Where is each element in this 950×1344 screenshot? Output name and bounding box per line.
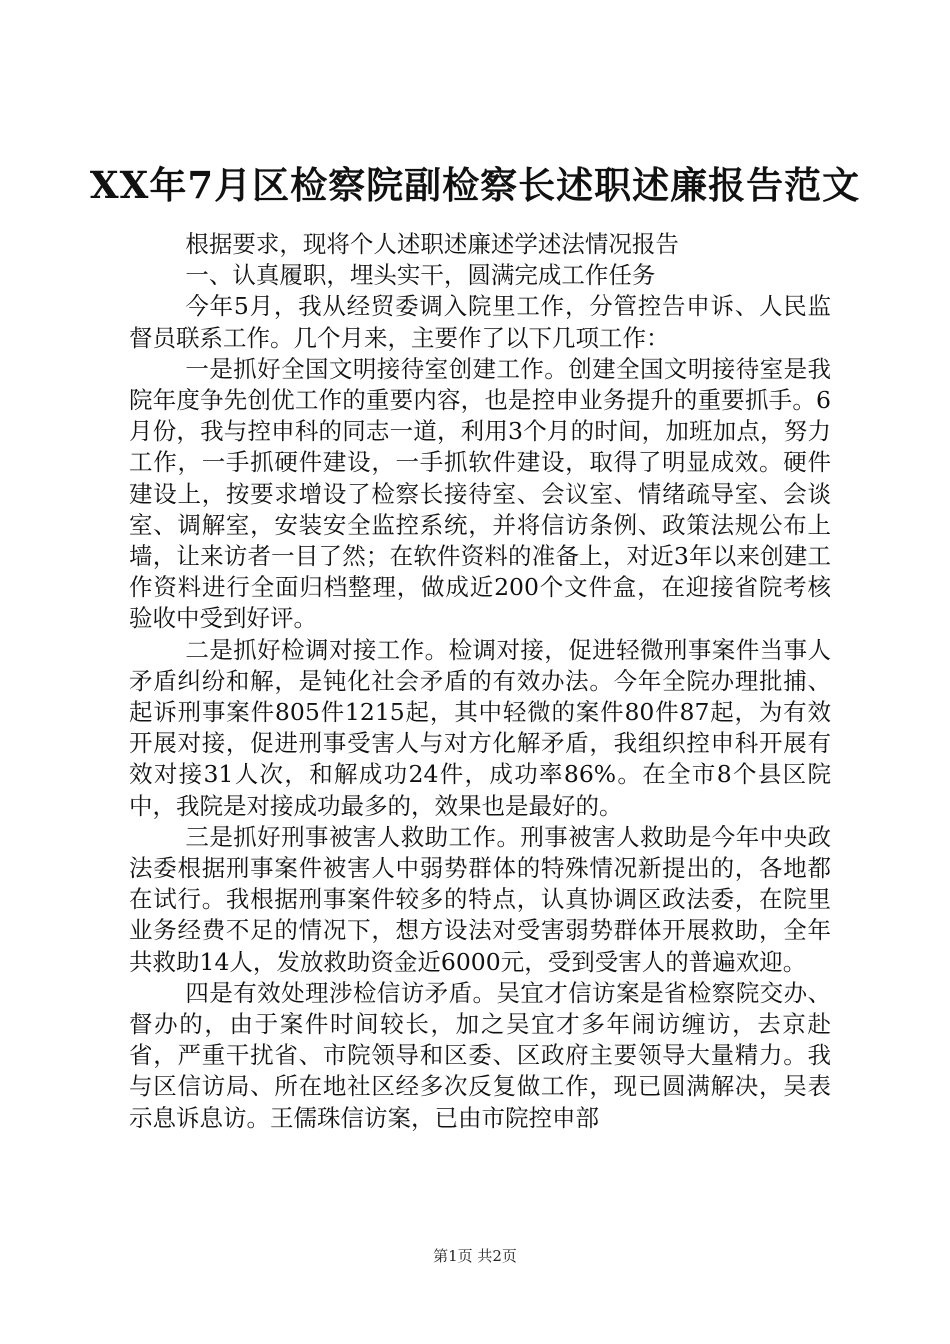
page-footer: 第1页 共2页 (433, 1247, 517, 1265)
document-body (129, 229, 831, 1134)
paragraph: 二是抓好检调对接工作。检调对接，促进轻微刑事案件当事人矛盾纠纷和解，是钝化社会矛盾的有效办法。今年全院办理批捕、起诉刑事案件805件1215起，其中轻微的案件80件87起，为有效开展对接，促进刑事受害人与对方化解矛盾，我组织控申科开展有效对接31人次，和解成功24件，成功率86%。在全市8个县区院中，我院是对接成功最多的，效果也是最好的。 (129, 635, 831, 820)
paragraph: 三是抓好刑事被害人救助工作。刑事被害人救助是今年中央政法委根据刑事案件被害人中弱势群体的特殊情况新提出的，各地都在试行。我根据刑事案件较多的特点，认真协调区政法委，在院里业务经费不足的情况下，想方设法对受害弱势群体开展救助，全年共救助14人，发放救助资金近6000元，受到受害人的普遍欢迎。 (129, 822, 831, 976)
paragraph: 一是抓好全国文明接待室创建工作。创建全国文明接待室是我院年度争先创优工作的重要内容，也是控申业务提升的重要抓手。6月份，我与控申科的同志一道，利用3个月的时间，加班加点，努力工作，一手抓硬件建设，一手抓软件建设，取得了明显成效。硬件建设上，按要求增设了检察长接待室、会议室、情绪疏导室、会谈室、调解室，安装安全监控系统，并将信访条例、政策法规公布上墙，让来访者一目了然；在软件资料的准备上，对近3年以来创建工作资料进行全面归档整理，做成近200个文件盒，在迎接省院考核验收中受到好评。 (129, 354, 831, 633)
document-title: XX年7月区检察院副检察长述职述廉报告范文 (89, 163, 861, 207)
paragraph: 今年5月，我从经贸委调入院里工作，分管控告申诉、人民监督员联系工作。几个月来，主要作了以下几项工作： (129, 292, 831, 352)
paragraph: 四是有效处理涉检信访矛盾。吴宜才信访案是省检察院交办、督办的，由于案件时间较长，加之吴宜才多年闹访缠访，去京赴省，严重干扰省、市院领导和区委、区政府主要领导大量精力。我与区信访局、所在地社区经多次反复做工作，现已圆满解决，吴表示息诉息访。王儒珠信访案，已由市院控申部 (129, 978, 831, 1132)
paragraph: 根据要求，现将个人述职述廉述学述法情况报告 (185, 230, 679, 258)
section-heading: 一、认真履职，埋头实干，圆满完成工作任务 (185, 261, 656, 290)
